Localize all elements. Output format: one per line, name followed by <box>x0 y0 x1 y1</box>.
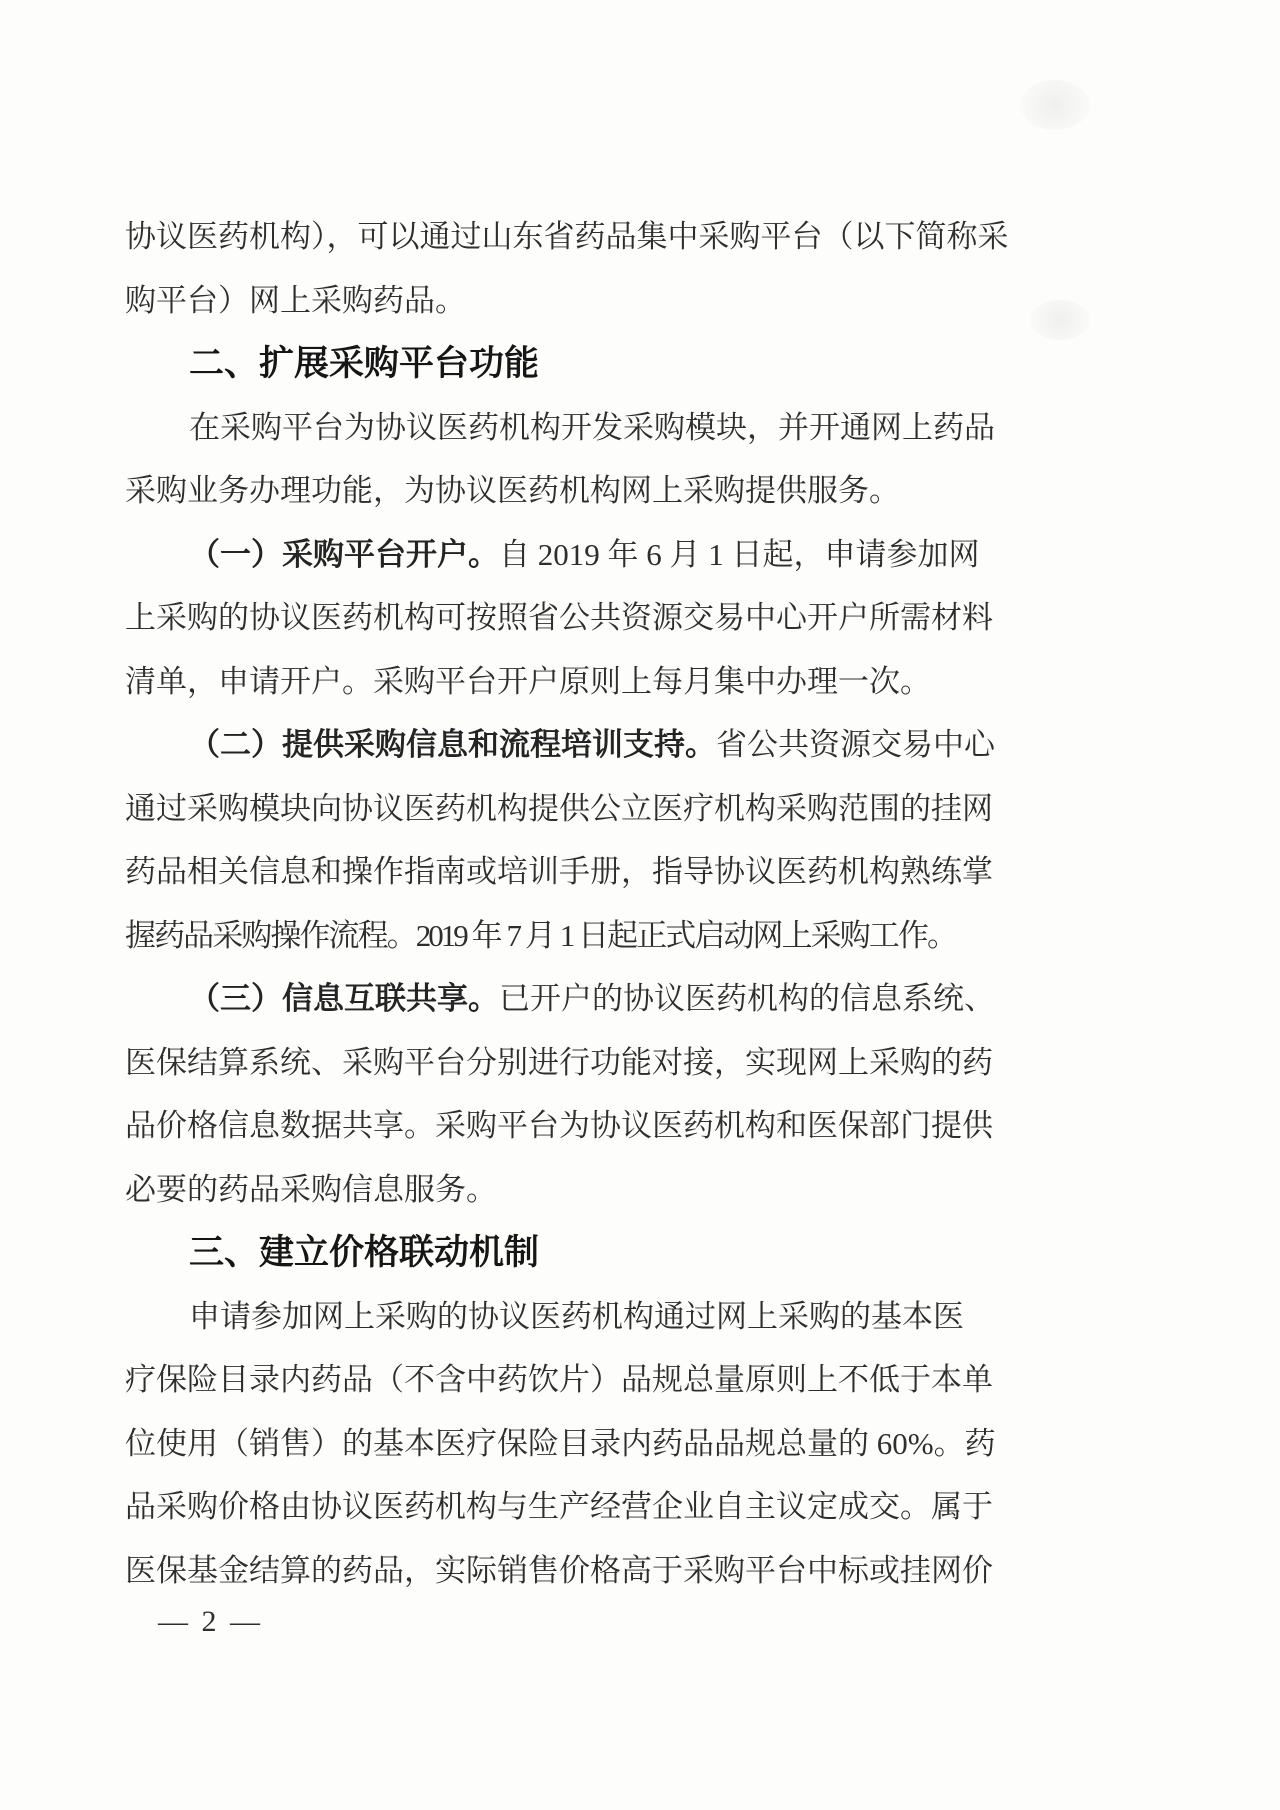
text-line: 药品相关信息和操作指南或培训手册，指导协议医药机构熟练掌 <box>125 854 993 889</box>
text-line: 通过采购模块向协议医药机构提供公立医疗机构采购范围的挂网 <box>125 790 993 826</box>
paragraph-text: 已开户的协议医药机构的信息系统、 <box>499 981 995 1016</box>
text-line: 握药品采购操作流程。2019 年 7 月 1 日起正式启动网上采购工作。 <box>125 917 955 953</box>
paragraph-lead: （一）采购平台开户。 <box>189 536 499 572</box>
scan-artifact <box>1020 80 1090 130</box>
text-line: 医保基金结算的药品，实际销售价格高于采购平台中标或挂网价 <box>125 1552 993 1588</box>
text-line <box>125 967 995 1031</box>
text-line: 医保结算系统、采购平台分别进行功能对接，实现网上采购的药 <box>125 1044 993 1080</box>
section-heading: 二、扩展采购平台功能 <box>189 344 540 383</box>
text-line: 疗保险目录内药品（不含中药饮片）品规总量原则上不低于本单 <box>125 1362 993 1397</box>
text-line: 采购业务办理功能，为协议医药机构网上采购提供服务。 <box>125 473 900 508</box>
paragraph-text: 省公共资源交易中心 <box>716 727 995 762</box>
text-line: 位使用（销售）的基本医疗保险目录内药品品规总量的 60%。药 <box>125 1425 996 1461</box>
scan-artifact <box>1030 300 1090 340</box>
text-line: 申请参加网上采购的协议医药机构通过网上采购的基本医 <box>189 1298 964 1334</box>
text-line <box>125 713 995 777</box>
text-line: 上采购的协议医药机构可按照省公共资源交易中心开户所需材料 <box>125 600 993 635</box>
paragraph-lead: （三）信息互联共享。 <box>189 981 499 1016</box>
section-heading: 三、建立价格联动机制 <box>189 1233 540 1272</box>
document-body <box>125 205 1009 1602</box>
text-line: 必要的药品采购信息服务。 <box>125 1171 497 1207</box>
text-line: 购平台）网上采购药品。 <box>125 282 466 318</box>
text-line: 在采购平台为协议医药机构开发采购模块，并开通网上药品 <box>189 409 995 445</box>
text-line <box>125 523 980 587</box>
text-line: 品价格信息数据共享。采购平台为协议医药机构和医保部门提供 <box>125 1108 993 1143</box>
text-line: 品采购价格由协议医药机构与生产经营企业自主议定成交。属于 <box>125 1489 993 1524</box>
page-number: — 2 — <box>158 1605 263 1638</box>
paragraph-text: 自 2019 年 6 月 1 日起，申请参加网 <box>499 536 980 572</box>
text-line: 清单，申请开户。采购平台开户原则上每月集中办理一次。 <box>125 663 931 699</box>
paragraph-lead: （二）提供采购信息和流程培训支持。 <box>189 727 716 762</box>
text-line: 协议医药机构），可以通过山东省药品集中采购平台（以下简称采 <box>125 219 1009 254</box>
